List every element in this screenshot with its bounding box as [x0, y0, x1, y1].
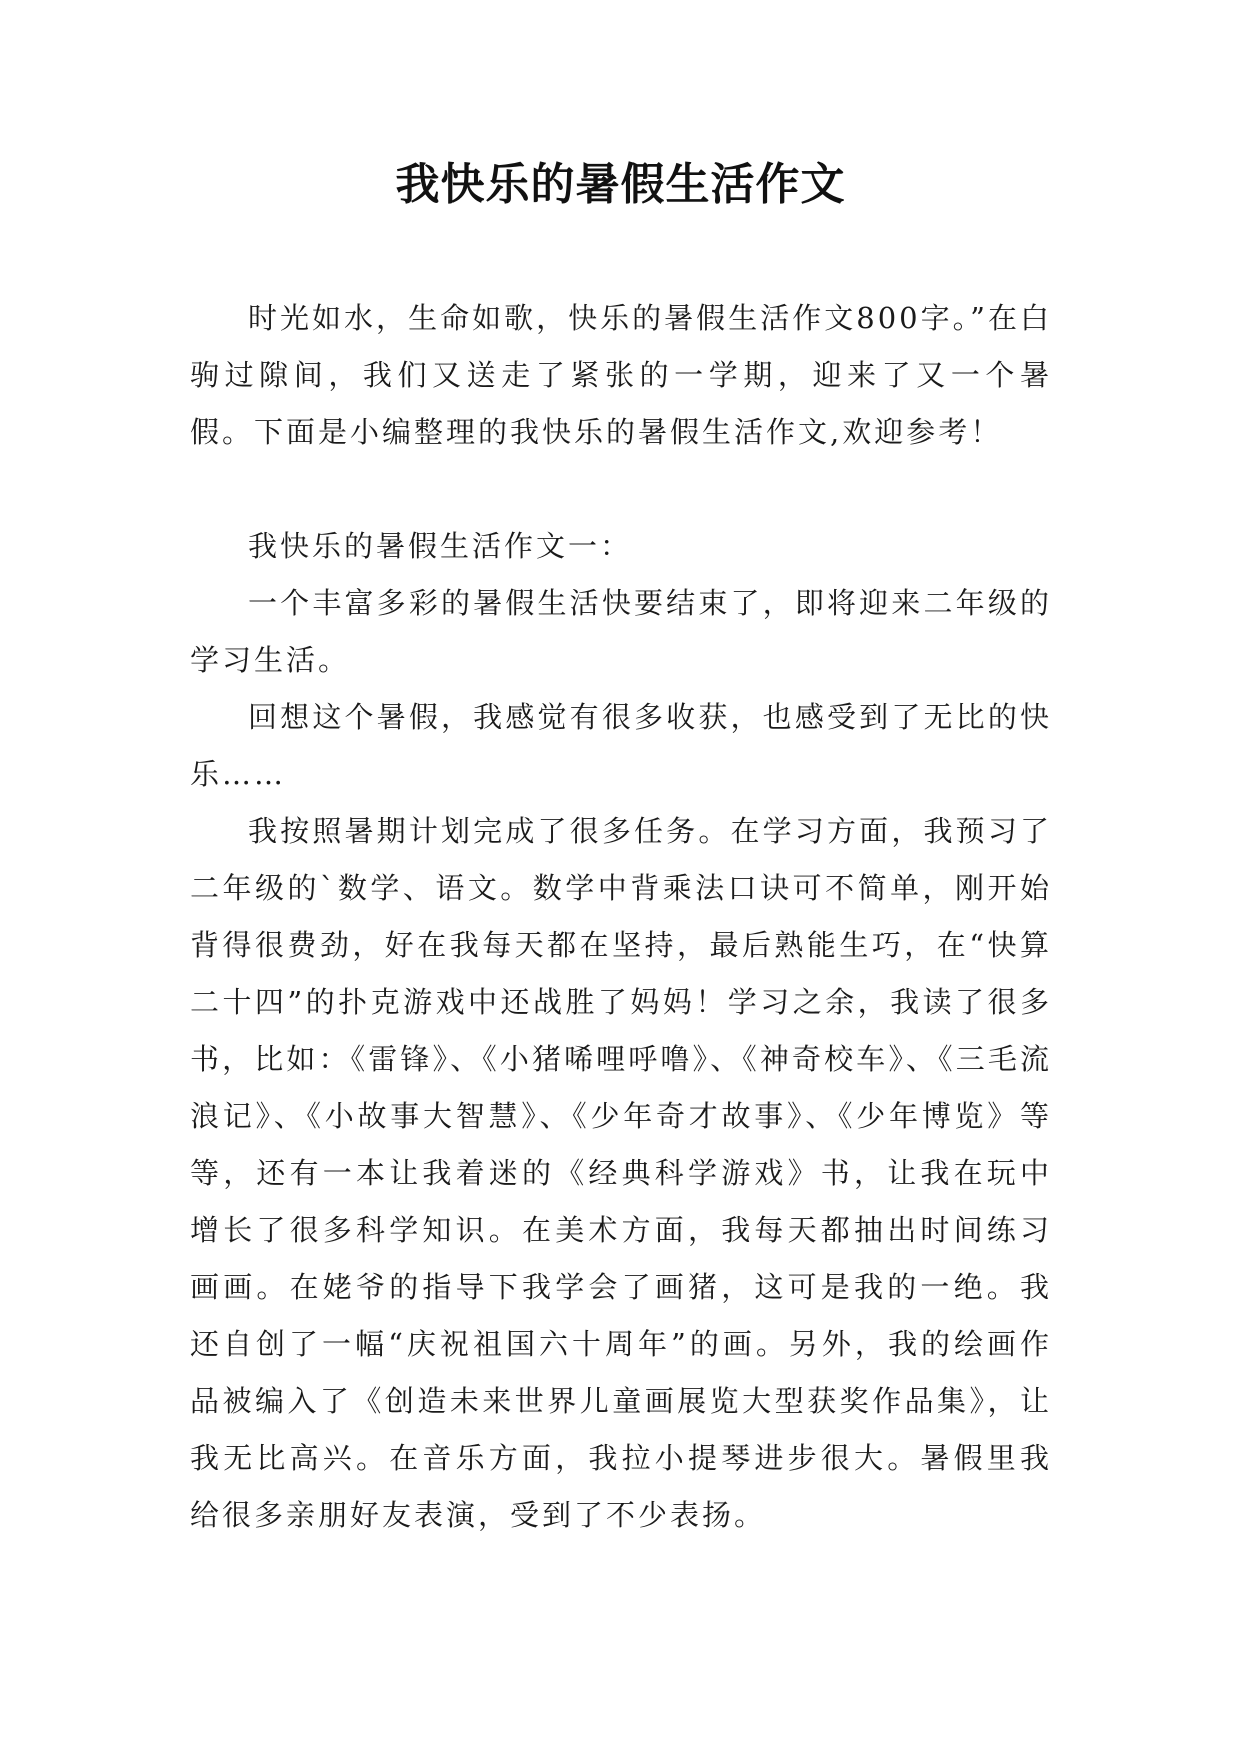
document-title: 我快乐的暑假生活作文 [395, 159, 846, 210]
body-paragraph: 我按照暑期计划完成了很多任务。在学习方面，我预习了二年级的`数学、语文。数学中背乘法口诀可不简单，刚开始背得很费劲，好在我每天都在坚持，最后熟能生巧，在“快算二十四”的扑克游戏中还战胜了妈妈！学习之余，我读了很多书，比如：《雷锋》、《小猪唏哩呼噜》、《神奇校车》、《三毛流浪记》、《小故事大智慧》、《少年奇才故事》、《少年博览》等等，还有一本让我着迷的《经典科学游戏》书，让我在玩中增长了很多科学知识。在美术方面，我每天都抽出时间练习画画。在姥爷的指导下我学会了画猪，这可是我的一绝。我还自创了一幅“庆祝祖国六十周年”的画。另外，我的绘画作品被编入了《创造未来世界儿童画展览大型获奖作品集》，让我无比高兴。在音乐方面，我拉小提琴进步很大。暑假里我给很多亲朋好友表演，受到了不少表扬。 [190, 814, 1052, 1532]
body-paragraph: 回想这个暑假，我感觉有很多收获，也感受到了无比的快乐…… [190, 700, 1052, 791]
body-paragraph: 一个丰富多彩的暑假生活快要结束了，即将迎来二年级的学习生活。 [190, 586, 1052, 677]
section-heading: 我快乐的暑假生活作文一： [248, 529, 633, 563]
paragraph-spacer [190, 461, 1052, 518]
document-body [190, 290, 1052, 1544]
intro-paragraph: 时光如水，生命如歌，快乐的暑假生活作文800字。”在白驹过隙间，我们又送走了紧张的一学期，迎来了又一个暑假。下面是小编整理的我快乐的暑假生活作文,欢迎参考！ [190, 301, 1052, 449]
